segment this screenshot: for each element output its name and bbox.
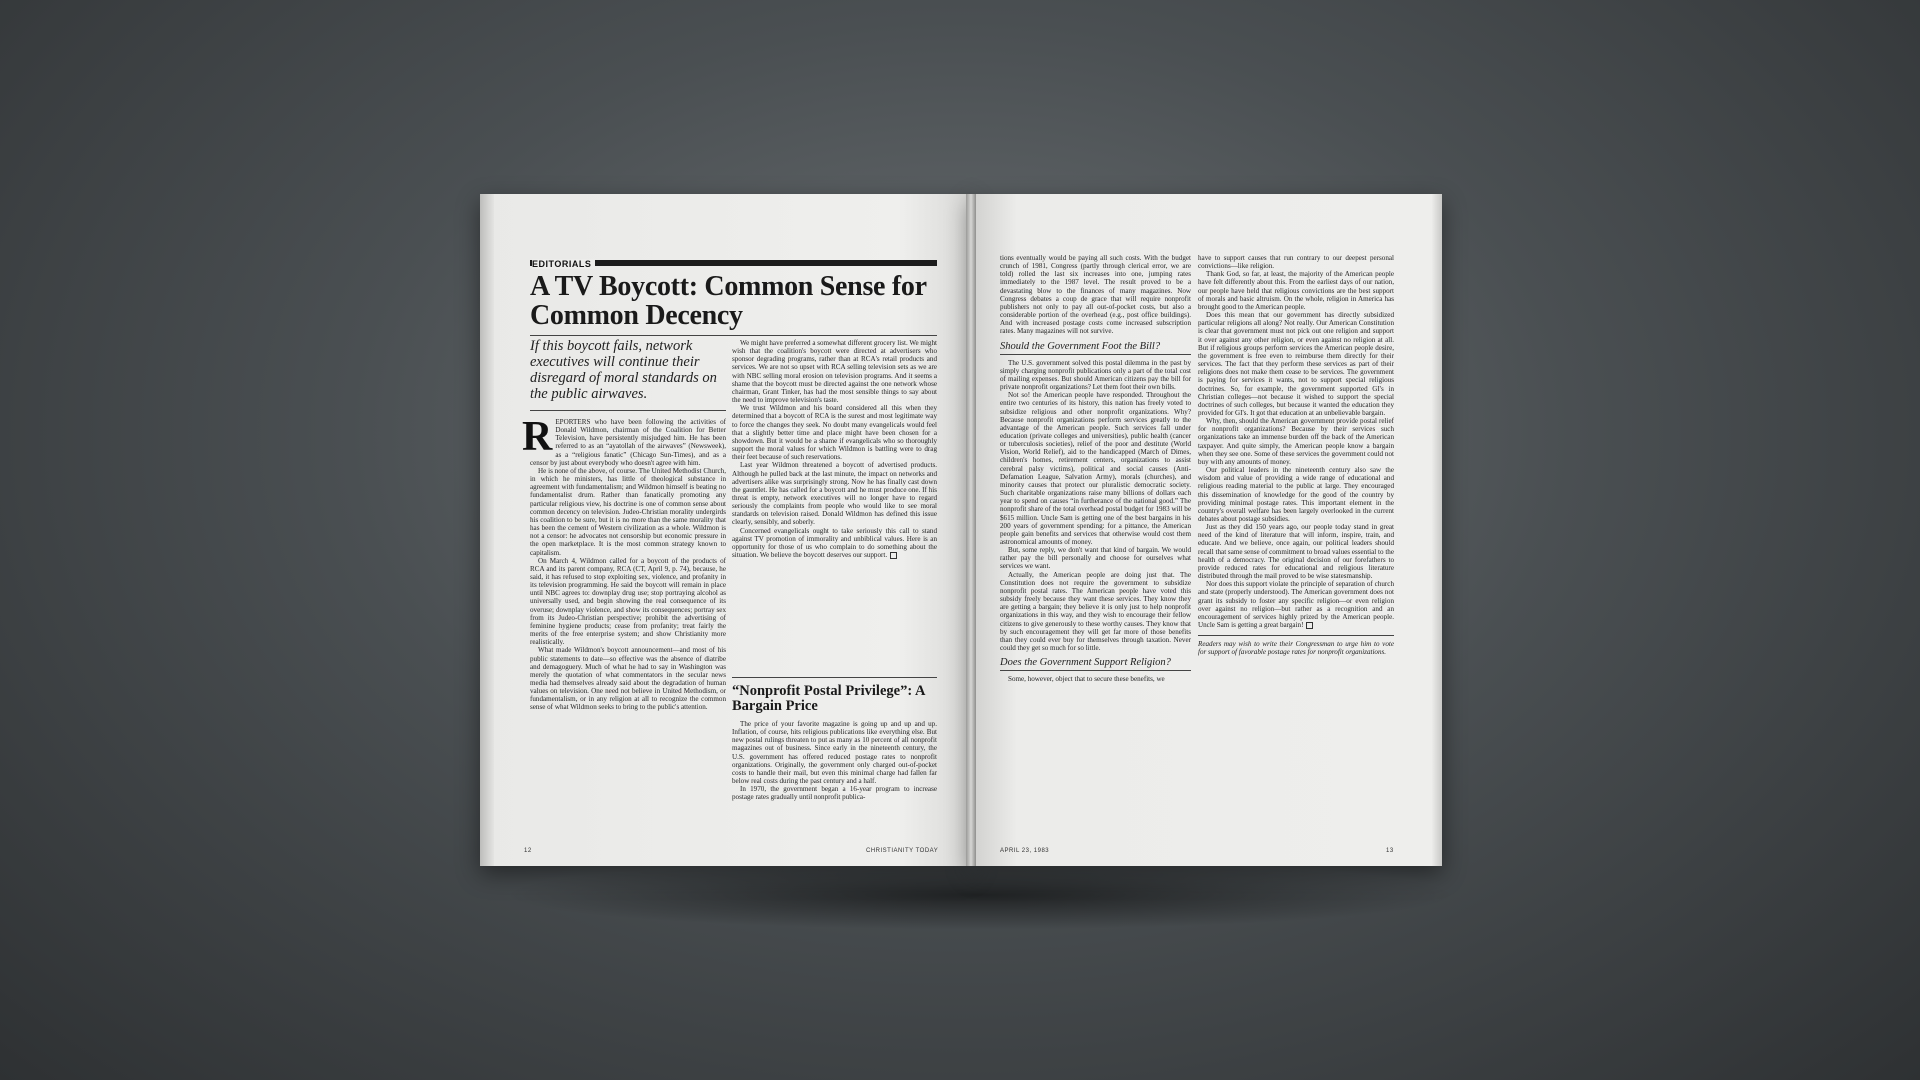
right-column-2 xyxy=(1198,254,1394,844)
headline: A TV Boycott: Common Sense for Common Decency xyxy=(530,271,927,331)
deck-rule xyxy=(530,410,726,411)
paragraph: Why, then, should the American government provide postal relief for nonprofit organizations? Because by their services such organizations take an immense burden off the back of the American taxpayer. And quite simply, the American people know a bargain when they see one. Some of these services the government could not buy with any amounts of money. xyxy=(1198,417,1394,466)
paragraph: tions eventually would be paying all such costs. With the budget crunch of 1981, Congress (partly through clerical error, we are told) rolled the last six increases into one, jumping rates immediately to the 1987 level. The result proved to be a devastating blow to the finances of many magazines. Now Congress debates a coup de grace that will require nonprofit publishers not only to pay all out-of-pocket costs, but also a considerable portion of the overhead (e.g., post office buildings). And with increased postage costs come increased subscription rates. Many magazines will not survive. xyxy=(1000,254,1191,336)
paragraph: Actually, the American people are doing just that. The Constitution does not require the government to subsidize nonprofit postal rates. The American people have voted this subsidy freely because they want these services. They know they are getting a bargain; they believe it is only just to help nonprofit organizations in this way, and they wish to encourage their fellow citizens to give generously to these worthy causes. They know that by such encouragement they will get far more of those benefits than they could ever buy for themselves through taxation. Never could they get so much for so little. xyxy=(1000,570,1191,653)
page-shadow xyxy=(500,860,1460,930)
paragraph: EPORTERS who have been following the activities of Donald Wildmon, chairman of the Coalition for Better Television, have persistently misjudged him. He has been referred to as an “ayatollah of the airwaves” (Newsweek), as a “religious fanatic” (Chicago Sun-Times), and as a censor by just about everybody who doesn't agree with him. xyxy=(530,418,726,467)
section-heading: Should the Government Foot the Bill? xyxy=(1000,340,1191,355)
right-column-1 xyxy=(1000,254,1191,844)
paragraph: Just as they did 150 years ago, our people today stand in great need of the kind of literature that will inform, inspire, train, and educate. And we believe, once again, our political leaders should recall that same sense of commitment to broad values essential to the health of a democracy. The original decision of our forefathers to provide reduced rates for educational and religious literature distributed through the mail proved to be wise statesmanship. xyxy=(1198,523,1395,581)
deck: If this boycott fails, network executives will continue their disregard of moral standards on the public airwaves. xyxy=(530,338,717,402)
magazine-name: CHRISTIANITY TODAY xyxy=(866,848,939,854)
paragraph: Concerned evangelicals ought to take seriously this call to stand against TV promotion of immorality and unbiblical values. Here is an opportunity for those of us who complain to do something about the situation. We believe the boycott deserves our support. xyxy=(732,526,937,560)
paragraph: have to support causes that run contrary to our deepest personal convictions—like religion. xyxy=(1198,254,1394,271)
paragraph: We trust Wildmon and his board considered all this when they determined that a boycott of RCA is the surest and most legitimate way to force the changes they seek. No doubt many evangelicals would feel that a slightly better time and place might have been chosen for a showdown. But it would be a shame if evangelicals who so thoroughly support the moral values for which Wildmon is battling were to drag their feet because of such reservations. xyxy=(732,404,937,462)
paragraph: Thank God, so far, at least, the majority of the American people have felt differently about this. From the earliest days of our nation, our people have held that religious convictions are the best support of morals and basic altruism. On the whole, religion in America has brought good to the American people. xyxy=(1198,270,1394,311)
paragraph: On March 4, Wildmon called for a boycott of the products of RCA and its parent company, RCA (CT, April 9, p. 74), because, he said, it has refused to stop exploiting sex, violence, and profanity in its television programming. He said the boycott will remain in place until NBC agrees to: downplay drug use; stop portraying alcohol as universally used, and begin showing the real consequence of its overuse; downplay violence, and show its consequences; portray sex from its Judeo-Christian perspective; prohibit the advertising of feminine hygiene products; cease from profanity; treat fairly the merits of the free enterprise system; and show Christianity more realistically. xyxy=(530,556,726,647)
section-label: EDITORIALS xyxy=(532,259,595,269)
paragraph: The U.S. government solved this postal dilemma in the past by simply charging nonprofit publications only a part of the total cost of mailing expenses. But should American citizens pay the bill for private nonprofit organizations? Let them foot their own bills. xyxy=(1000,358,1191,392)
drop-cap: R xyxy=(522,414,553,460)
section-heading: Does the Government Support Religion? xyxy=(1000,656,1191,671)
paragraph: Some, however, object that to secure these benefits, we xyxy=(1008,675,1165,684)
subhead: “Nonprofit Postal Privilege”: A Bargain Price xyxy=(732,683,925,714)
paragraph: Nor does this support violate the principle of separation of church and state (properly understood). The American government does not grant its subsidy to foster any specific religion—or even religion over against no religion—but rather as a recognition and an encouragement of services highly prized by the American people. Uncle Sam is getting a great bargain! xyxy=(1198,580,1394,630)
paragraph: What made Wildmon's boycott announcement—and most of his public statements to date—so effective was the absence of diatribe and demagoguery. Much of what he had to say in Washington was merely the quotation of what commentators in the secular news media had themselves already said about the degradation of human values on television. One need not believe in United Methodism, or fundamentalism, or in any religion at all to recognize the common sense of what Wildmon seeks to bring to the public's attention. xyxy=(530,646,726,712)
page-number-right: 13 xyxy=(1386,848,1394,854)
paragraph: Last year Wildmon threatened a boycott of advertised products. Although he pulled back at the last minute, the impact on networks and advertisers alike was surprisingly strong. Now he has finally cast down the gauntlet. He has called for a boycott and he must produce one. If his threat is empty, network executives will no longer have to regard seriously the complaints from people who would like to see moral standards on television raised. Donald Wildmon has defined this issue clearly, sensibly, and soberly. xyxy=(732,461,937,527)
paragraph: Our political leaders in the nineteenth century also saw the wisdom and value of providing a wide range of educational and religious reading material to the public at large. They encouraged this dissemination of knowledge for the good of the country by providing minimal postage rates. This important element in the country's overall welfare has been largely overlooked in the current debates about postage subsidies. xyxy=(1198,466,1394,523)
paragraph: In 1970, the government began a 16-year program to increase postage rates gradually until nonprofit publica- xyxy=(732,785,937,802)
paragraph: We might have preferred a somewhat different grocery list. We might wish that the coalition's boycott were directed at advertisers who sponsor degrading programs, rather than at RCA's retail products and services. We are not so upset with RCA selling television sets as we are with NBC selling moral erosion on television programs. And it seems a shame that the boycott must be directed against the one network whose chairman, Grant Tinker, has had the most sensible things to say about the need to improve television's taste. xyxy=(732,339,937,405)
end-mark-icon xyxy=(1306,622,1313,629)
reader-note: Readers may wish to write their Congressman to urge him to vote for support of favorable postage rates for nonprofit organizations. xyxy=(1198,640,1394,657)
issue-date: APRIL 23, 1983 xyxy=(1000,848,1050,854)
paragraph: He is none of the above, of course. The United Methodist Church, in which he ministers, has little of theological substance in agreement with fundamentalism; and Wildmon himself is beating no fundamentalist drum. Rather than fanatically promoting any particular religious view, his doctrine is one of common sense about common decency on television. Judeo-Christian morality undergirds his coalition to be sure, but it is no more than the same morality that has been the cement of Western civilization as a whole. Wildmon is not a censor: he advocates not censorship but economic pressure in the open marketplace. It is the most common strategy known to capitalism. xyxy=(530,466,726,557)
subhead-rule xyxy=(732,677,937,678)
note-rule xyxy=(1198,635,1394,636)
left-column-2 xyxy=(732,339,937,669)
left-column-1 xyxy=(522,414,726,842)
paragraph: But, some reply, we don't want that kind of bargain. We would rather pay the bill personally and choose for ourselves what services we want. xyxy=(1000,546,1191,571)
headline-rule xyxy=(530,335,937,336)
left-column-2b xyxy=(732,720,937,842)
paragraph: Does this mean that our government has directly subsidized particular religions all along? Not really. Our American Constitution is clear that government must not pick out one religion and support it over against any other religion, or even against no religion at all. But if religious groups perform services the American people desire, the government is free even to reimburse them directly for their services. The fact that they perform these services as part of their religions does not make them cease to be services. The government is paying for services it wants, not to support special religious doctrines. So, for example, the government supported GI's in Christian colleges—not because it wished to support the special doctrines of such colleges, but because it wanted the education they provided for GI's. It got that education at an unbelievable bargain. xyxy=(1198,311,1394,417)
page-number-left: 12 xyxy=(524,848,532,854)
paragraph: Not so! the American people have responded. Throughout the entire two centuries of its history, this nation has freely voted to subsidize religious and other nonprofit organizations. Why? Because nonprofit organizations perform services greatly to the advantage of the American people. Such services fall under education (private colleges and universities), public health (cancer or tuberculosis societies), relief of the poor and destitute (World Vision, World Relief), aid to the handicapped (March of Dimes, children's homes, retirement centers, organizations to assist cerebral palsy victims), political and social causes (Anti-Defamation League, Salvation Army), morals (churches), and minority causes that protect our pluralistic democratic society. Such charitable organizations raise many billions of dollars each year to spend on causes “in furtherance of the national good.” The nonprofit share of the total overhead postal budget for 1983 will be $615 million. Uncle Sam is getting one of the best bargains in his 200 years of government spending: for a pittance, the American people gain benefits and services that otherwise would cost them astronomical amounts of money. xyxy=(1000,391,1191,546)
spine-gutter xyxy=(966,194,976,866)
paragraph: The price of your favorite magazine is going up and up and up. Inflation, of course, hits religious publications like everything else. But new postal rulings threaten to put as many as 10 percent of all nonprofit magazines out of business. Since early in the nineteenth century, the U.S. government has offered reduced postage rates to nonprofit organizations. Originally, the government only charged out-of-pocket costs to handle their mail, but even this minimal charge had fallen far below real costs during the past century and a half. xyxy=(732,720,937,786)
end-mark-icon xyxy=(890,552,897,559)
